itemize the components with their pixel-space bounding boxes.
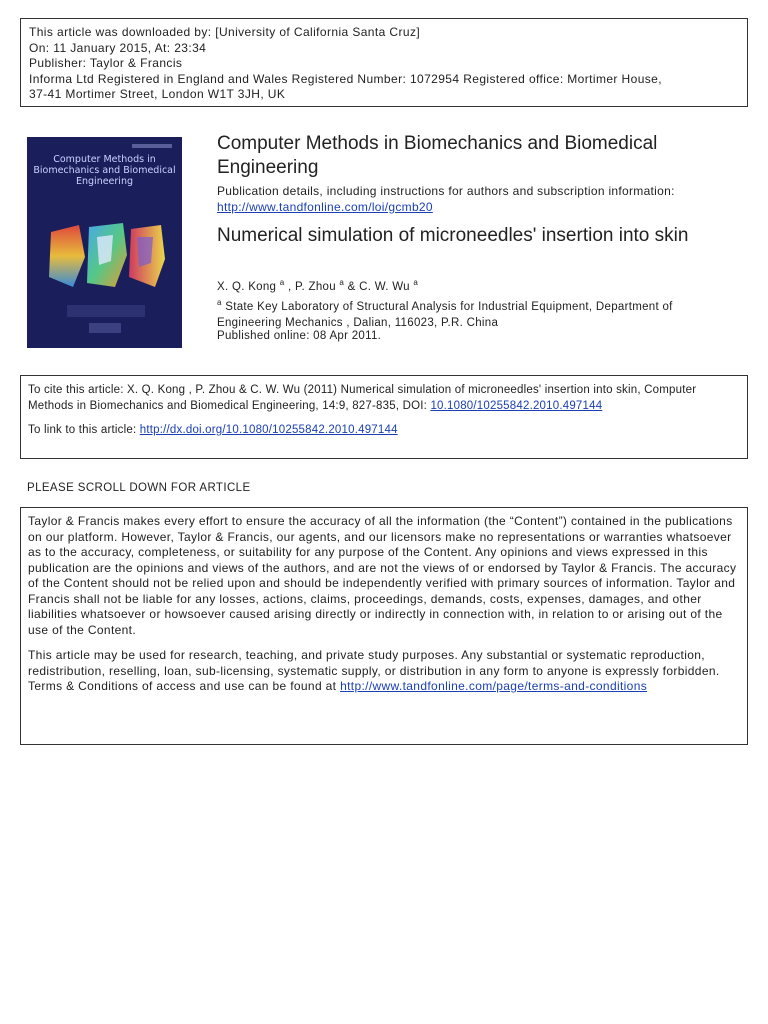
doi-link[interactable]: 10.1080/10255842.2010.497144 [430,400,603,412]
journal-title: Computer Methods in Biomechanics and Biomedical Engineering [217,133,658,178]
affiliation [217,295,737,331]
journal-cover-image [27,137,182,348]
author-list [217,275,737,295]
author-affiliation-mark: a [339,278,345,287]
author-name: X. Q. Kong [217,281,277,293]
cover-publisher-logo [89,323,121,333]
author-name: C. W. Wu [359,281,410,293]
author-affiliation-mark: a [413,278,419,287]
citation-text: To cite this article: X. Q. Kong , P. Zhou & C. W. Wu (2011) Numerical simulation of microneedles' insertion into skin, Computer Methods in Biomechanics and Biomedical Engineering, 14:9, 827-835, DOI: [28,384,697,412]
published-online-date: Published online: 08 Apr 2011. [217,330,382,342]
article-doi-url-link[interactable]: http://dx.doi.org/10.1080/10255842.2010.497144 [139,424,398,436]
usage-terms-text: This article may be used for research, teaching, and private study purposes. Any substantial or systematic reproduction, redistribution, reselling, loan, sub-licensing, systematic supply, or distribution in any form to anyone is expressly forbidden. Terms & Conditions of access and use can be found at [28,648,720,693]
article-link-paragraph [28,422,740,438]
disclaimer-paragraph: Taylor & Francis makes every effort to ensure the accuracy of all the information (the “Content”) contained in the publications on our platform. However, Taylor & Francis, our agents, and our licensors make no representations or warranties whatsoever as to the accuracy, completeness, or suitability for any purpose of the Content. Any opinions and views expressed in this publication are the opinions and views of the authors, and are not the views of or endorsed by Taylor & Francis. The accuracy of the Content should not be relied upon and should be independently verified with primary sources of information. Taylor and Francis shall not be liable for any losses, actions, claims, proceedings, demands, costs, expenses, damages, and other liabilities whatsoever or howsoever caused arising directly or indirectly in connection with, in relation to or arising out of the use of the Content. [28,514,737,637]
citation-paragraph [28,382,740,414]
affiliation-text: State Key Laboratory of Structural Analysis for Industrial Equipment, Department of Engineering Mechanics , Dalian, 116023, P.R. China [217,301,673,329]
publication-details [217,183,737,215]
cover-editors [67,305,145,317]
publisher-line: Publisher: Taylor & Francis [29,56,183,71]
citation-box [20,375,748,459]
author-separator: , [284,281,296,293]
author-name: P. Zhou [295,281,336,293]
usage-terms-paragraph [28,648,740,695]
terms-and-conditions-link[interactable]: http://www.tandfonline.com/page/terms-and-conditions [340,679,648,693]
author-affiliation-mark: a [279,278,285,287]
article-title: Numerical simulation of microneedles' insertion into skin [217,225,689,246]
affiliation-mark: a [217,298,222,307]
journal-url-link[interactable]: http://www.tandfonline.com/loi/gcmb20 [217,200,433,214]
download-notice-box [20,18,748,107]
registration-line: Informa Ltd Registered in England and Wales Registered Number: 1072954 Registered office: Mortimer House, [29,71,662,86]
download-line: This article was downloaded by: [University of California Santa Cruz] [29,25,421,39]
publication-details-text: Publication details, including instructions for authors and subscription information: [217,184,675,198]
author-separator: & [344,281,360,293]
download-date-line: On: 11 January 2015, At: 23:34 [29,40,207,55]
disclaimer-box [20,507,748,745]
address-line: 37-41 Mortimer Street, London W1T 3JH, UK [29,87,286,102]
article-link-label: To link to this article: [28,424,140,436]
scroll-down-note: PLEASE SCROLL DOWN FOR ARTICLE [27,482,251,494]
cover-title: Computer Methods in Biomechanics and Biomedical Engineering [33,154,176,187]
